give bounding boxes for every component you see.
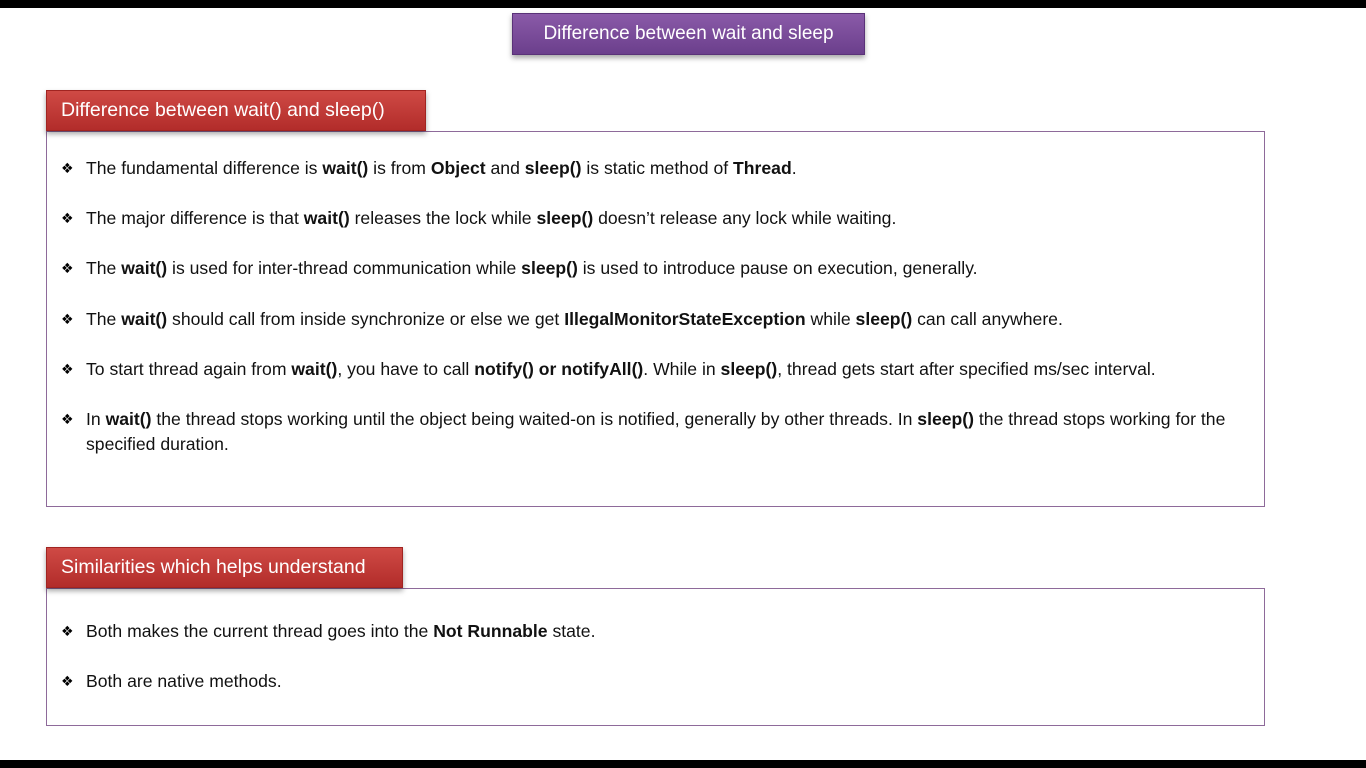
similarity-item-text: Both are native methods. — [86, 671, 282, 691]
similarities-panel — [46, 588, 1265, 726]
difference-section-header: Difference between wait() and sleep() — [46, 90, 426, 131]
bullet-diamond-icon: ❖ — [61, 260, 74, 276]
difference-item — [61, 407, 1261, 457]
difference-item-text: The wait() should call from inside synchronize or else we get IllegalMonitorStateException while sleep() can call anywhere. — [86, 309, 1063, 329]
difference-item — [61, 307, 1261, 332]
bullet-diamond-icon: ❖ — [61, 361, 74, 377]
difference-item-text: In wait() the thread stops working until the object being waited-on is notified, generally by other threads. In sleep() the thread stops working for the specified duration. — [86, 409, 1226, 454]
bullet-diamond-icon: ❖ — [61, 673, 74, 689]
bullet-diamond-icon: ❖ — [61, 210, 74, 226]
difference-item-text: The wait() is used for inter-thread communication while sleep() is used to introduce pause on execution, generally. — [86, 258, 978, 278]
bullet-diamond-icon: ❖ — [61, 623, 74, 639]
bottom-letterbox-bar — [0, 760, 1366, 768]
similarities-section-header: Similarities which helps understand — [46, 547, 403, 588]
difference-item — [61, 156, 1261, 181]
similarity-item — [61, 619, 1261, 644]
bullet-diamond-icon: ❖ — [61, 411, 74, 427]
slide-title: Difference between wait and sleep — [512, 13, 865, 55]
similarity-item-text: Both makes the current thread goes into the Not Runnable state. — [86, 621, 596, 641]
difference-panel — [46, 131, 1265, 507]
similarity-item — [61, 669, 1261, 694]
difference-item — [61, 357, 1261, 382]
difference-item — [61, 206, 1261, 231]
difference-item — [61, 256, 1261, 281]
top-letterbox-bar — [0, 0, 1366, 8]
difference-item-text: To start thread again from wait(), you have to call notify() or notifyAll(). While in sleep(), thread gets start after specified ms/sec interval. — [86, 359, 1156, 379]
bullet-diamond-icon: ❖ — [61, 160, 74, 176]
difference-item-text: The fundamental difference is wait() is from Object and sleep() is static method of Thread. — [86, 158, 797, 178]
difference-item-text: The major difference is that wait() releases the lock while sleep() doesn’t release any lock while waiting. — [86, 208, 897, 228]
bullet-diamond-icon: ❖ — [61, 311, 74, 327]
